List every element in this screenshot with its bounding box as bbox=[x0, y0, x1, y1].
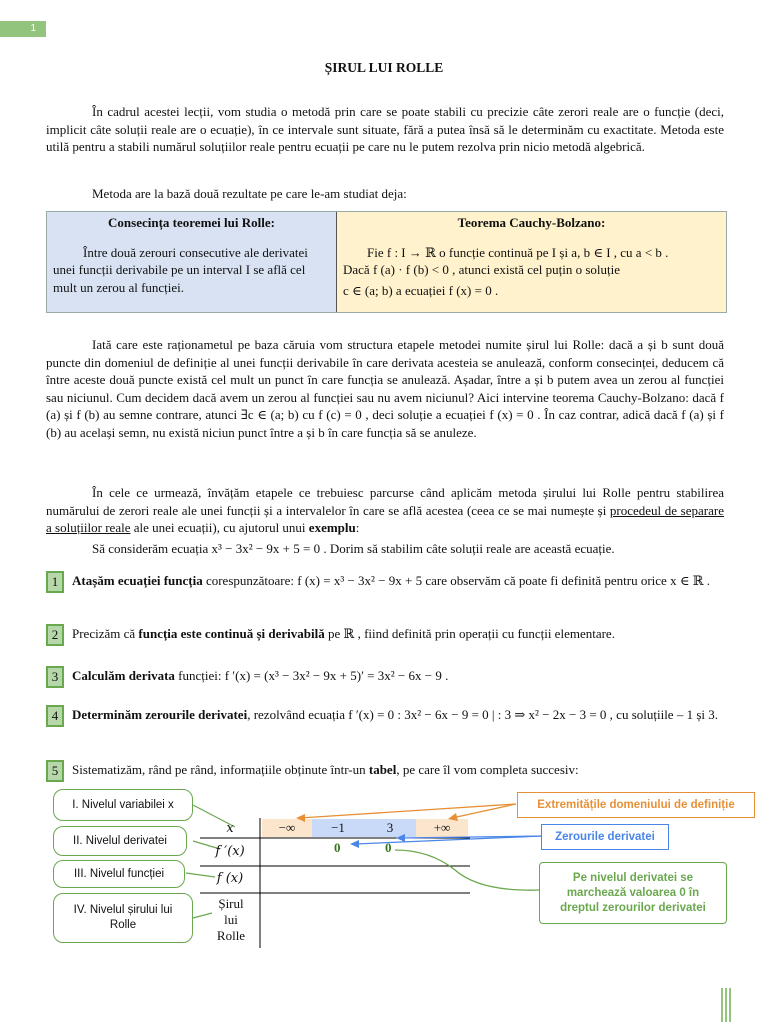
step-pre: Sistematizăm, rând pe rând, informațiile obținute într-un bbox=[72, 761, 369, 777]
step-number: 2 bbox=[46, 624, 64, 646]
callout-variable-level: I. Nivelul variabilei x bbox=[53, 789, 193, 821]
x-value-three: 3 bbox=[386, 820, 394, 835]
step-bold: Atașăm ecuației funcția bbox=[72, 572, 203, 588]
step-text: , rezolvând ecuația f ′(x) = 0 : 3x² − 6x − 9 = 0 | : 3 ⇒ x² − 2x − 3 = 0 , cu soluțiile – 1 și 3. bbox=[247, 706, 719, 722]
example-term: exemplu bbox=[308, 520, 356, 535]
cauchy-bolzano-line-3: c ∈ (a; b) a ecuației f (x) = 0 . bbox=[343, 282, 499, 298]
callout-derivative-note: Pe nivelul derivatei se marchează valoarea 0 în dreptul zerourilor derivatei bbox=[539, 862, 727, 924]
callout-function-level: III. Nivelul funcției bbox=[53, 860, 185, 888]
row-label-function: f (x) bbox=[216, 871, 244, 886]
callout-derivative-zeros: Zerourile derivatei bbox=[541, 824, 669, 850]
callout-domain-extremities: Extremitățile domeniului de definiție bbox=[517, 792, 755, 818]
separation-procedure-term: procedeul de separare a soluțiilor reale bbox=[46, 502, 724, 535]
decorative-bar bbox=[721, 988, 723, 1022]
callout-rolle-level: IV. Nivelul șirului lui Rolle bbox=[53, 893, 193, 943]
intro-paragraph: În cadrul acestei lecții, vom studia o metodă prin care se poate stabili cu precizie câte zerori reale are o funcție (deci, implicit câte soluții reale are o ecuație), în ce intervale sunt situate, fără a putea însă să le determinăm cu exactitate. Metoda este utilă pentru a stabili numărul soluțiilor reale pentru ecuații pe care nu le putem rezolva prin nicio metodă algebrică. bbox=[46, 104, 724, 154]
step-number: 1 bbox=[46, 571, 64, 593]
step-number: 5 bbox=[46, 760, 64, 782]
derivative-zero-1: 0 bbox=[334, 840, 341, 855]
method-text-a: În cele ce urmează, învățăm etapele ce trebuiesc parcurse când aplicăm metoda șirului lui Rolle pentru stabilirea numărului de zerori reale ale unei funcții și a intervalelor în care se află acestea (ceea ce se mai numește și bbox=[46, 485, 724, 518]
row-label-derivative: f ′(x) bbox=[215, 844, 245, 859]
decorative-bar bbox=[725, 988, 727, 1022]
step-text: , pe care îl vom completa succesiv: bbox=[396, 761, 579, 777]
step-bold: Determinăm zerourile derivatei bbox=[72, 706, 248, 722]
method-text-b: ale unei ecuații), cu ajutorul unui bbox=[130, 520, 309, 535]
intro-paragraph-2: Metoda are la bază două rezultate pe care le-am studiat deja: bbox=[92, 186, 407, 201]
step-bold: tabel bbox=[368, 761, 397, 777]
step-bold: funcția este continuă și derivabilă bbox=[138, 625, 325, 641]
step-number: 3 bbox=[46, 666, 64, 688]
cauchy-bolzano-line-1: Fie f : I → ℝ o funcție continuă pe I și a, b ∈ I , cu a < b . bbox=[367, 244, 669, 260]
cauchy-bolzano-title: Teorema Cauchy-Bolzano: bbox=[457, 215, 606, 230]
page-title: ȘIRUL LUI ROLLE bbox=[324, 60, 444, 75]
step-text: corespunzătoare: f (x) = x³ − 3x² − 9x + 5 care observăm că poate fi definită pentru orice x ∈ ℝ . bbox=[202, 572, 711, 588]
step-text: pe ℝ , fiind definită prin operații cu funcții elementare. bbox=[324, 625, 615, 641]
rolle-consequence-title: Consecința teoremei lui Rolle: bbox=[108, 215, 275, 230]
x-value-minus-infinity: −∞ bbox=[278, 820, 296, 835]
derivative-zero-2: 0 bbox=[385, 840, 392, 855]
step-text: funcției: f ′(x) = (x³ − 3x² − 9x + 5)′ = 3x² − 6x − 9 . bbox=[174, 667, 449, 683]
page-number: 1 bbox=[0, 21, 46, 37]
row-label-rolle-sequence: Șirul lui Rolle bbox=[216, 896, 246, 943]
decorative-bar bbox=[729, 988, 731, 1022]
equation-paragraph: Să considerăm ecuația x³ − 3x² − 9x + 5 = 0 . Dorim să stabilim câte soluții reale are această ecuație. bbox=[92, 541, 615, 556]
step-number: 4 bbox=[46, 705, 64, 727]
x-value-minus-one: −1 bbox=[331, 820, 345, 835]
cauchy-bolzano-line-2: Dacă f (a) · f (b) < 0 , atunci există cel puțin o soluție bbox=[343, 262, 620, 277]
x-value-plus-infinity: +∞ bbox=[433, 820, 451, 835]
callout-derivative-level: II. Nivelul derivatei bbox=[53, 826, 187, 856]
rolle-consequence-text: Între două zerouri consecutive ale derivatei unei funcții derivabile pe un interval I se află cel mult un zerou al funcției. bbox=[53, 244, 308, 295]
step-pre: Precizăm că bbox=[72, 625, 139, 641]
step-bold: Calculăm derivata bbox=[72, 667, 175, 683]
row-label-x: x bbox=[226, 821, 234, 836]
method-text-end: : bbox=[355, 520, 360, 535]
reasoning-paragraph: Iată care este raționametul pe baza căruia vom structura etapele metodei numite șirul lui Rolle: dacă a și b sunt două puncte din domeniul de definiție al unei funcții derivabile în care derivata acesteia se anulează, conform consecinței, deducem că între aceste două puncte există cel mult un punct în care funcția se anulează. Așadar, între a și b putem avea un zerou al funcției sau niciunul. Cum decidem dacă avem un zerou al funcției sau nu avem niciunul? Aici intervine teorema Cauchy-Bolzano: dacă f (a) și f (b) au semne contrare, atunci ∃c ∈ (a; b) cu f (c) = 0 , deci soluție a ecuației f (x) = 0 . În caz contrar, adică dacă f (a) și f (b) au același semn, nu există niciun punct între a și b în care funcția să se anuleze. bbox=[46, 337, 724, 440]
